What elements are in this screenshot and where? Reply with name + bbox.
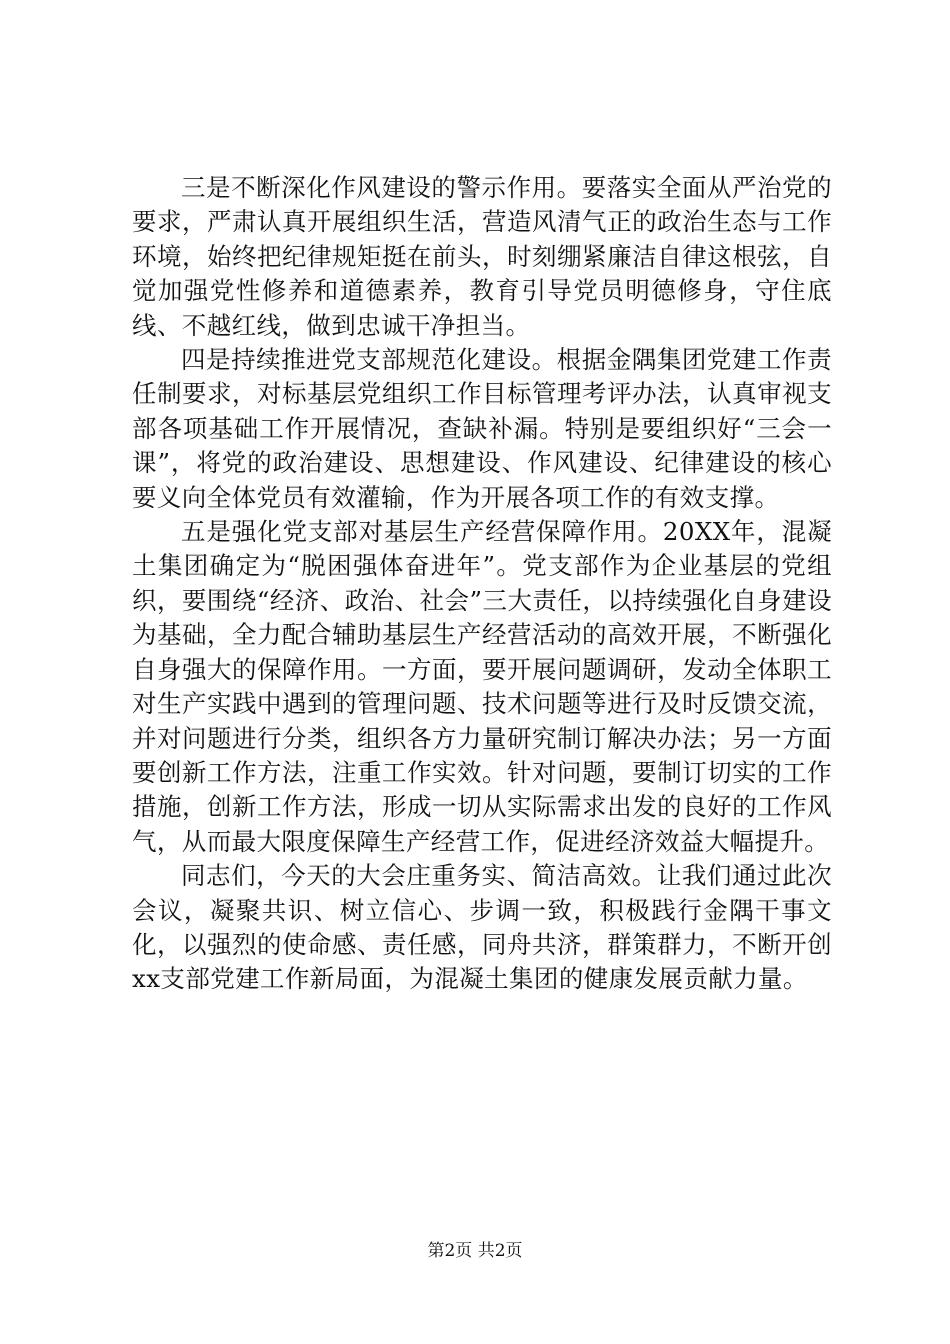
paragraph-closing: 同志们，今天的大会庄重务实、简洁高效。让我们通过此次会议，凝聚共识、树立信心、步调一致，积极践行金隅干事文化，以强烈的使命感、责任感，同舟共济，群策群力，不断开创xx支部党建工作新局面，为混凝土集团的健康发展贡献力量。 bbox=[132, 861, 832, 994]
paragraph-branch-standardization: 四是持续推进党支部规范化建设。根据金隅集团党建工作责任制要求，对标基层党组织工作目标管理考评办法，认真审视支部各项基础工作开展情况，查缺补漏。特别是要组织好“三会一课”，将党的政治建设、思想建设、作风建设、纪律建设的核心要义向全体党员有效灌输，作为开展各项工作的有效支撑。 bbox=[132, 345, 832, 512]
page-footer: 第2页 共2页 bbox=[427, 1241, 523, 1261]
document-body bbox=[132, 171, 832, 997]
paragraph-production-support: 五是强化党支部对基层生产经营保障作用。20XX年，混凝土集团确定为“脱困强体奋进年”。党支部作为企业基层的党组织，要围绕“经济、政治、社会”三大责任，以持续强化自身建设为基础，全力配合辅助基层生产经营活动的高效开展，不断强化自身强大的保障作用。一方面，要开展问题调研，发动全体职工对生产实践中遇到的管理问题、技术问题等进行及时反馈交流，并对问题进行分类，组织各方力量研究制订解决办法；另一方面要创新工作方法，注重工作实效。针对问题，要制订切实的工作措施，创新工作方法，形成一切从实际需求出发的良好的工作风气，从而最大限度保障生产经营工作，促进经济效益大幅提升。 bbox=[132, 517, 832, 856]
paragraph-work-style: 三是不断深化作风建设的警示作用。要落实全面从严治党的要求，严肃认真开展组织生活，营造风清气正的政治生态与工作环境，始终把纪律规矩挺在前头，时刻绷紧廉洁自律这根弦，自觉加强党性修养和道德素养，教育引导党员明德修身，守住底线、不越红线，做到忠诚干净担当。 bbox=[132, 173, 832, 340]
